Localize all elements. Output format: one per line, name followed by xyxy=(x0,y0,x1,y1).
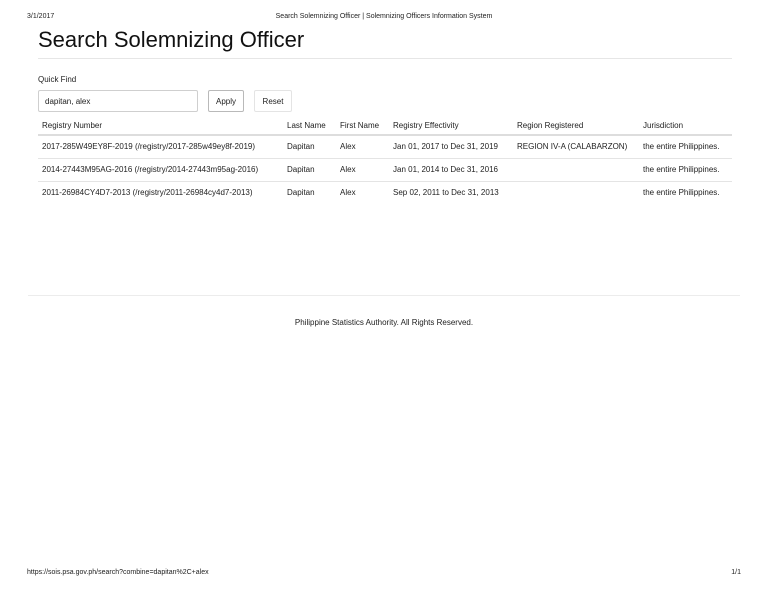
print-document-title: Search Solemnizing Officer | Solemnizing Officers Information System xyxy=(275,13,493,20)
registry-effectivity-cell: Sep 02, 2011 to Dec 31, 2013 xyxy=(389,182,513,205)
jurisdiction-cell: the entire Philippines. xyxy=(639,135,732,159)
reset-button[interactable]: Reset xyxy=(254,90,292,112)
last-name-cell: Dapitan xyxy=(283,159,336,182)
quick-find-label: Quick Find xyxy=(38,75,77,84)
table-row xyxy=(38,159,732,182)
column-header-last-name[interactable]: Last Name xyxy=(283,118,336,135)
region-registered-cell: REGION IV-A (CALABARZON) xyxy=(513,135,639,159)
registry-effectivity-cell: Jan 01, 2014 to Dec 31, 2016 xyxy=(389,159,513,182)
first-name-cell: Alex xyxy=(336,135,389,159)
print-header xyxy=(0,13,768,25)
table-row xyxy=(38,135,732,159)
column-header-region-registered[interactable]: Region Registered xyxy=(513,118,639,135)
registry-effectivity-cell: Jan 01, 2017 to Dec 31, 2019 xyxy=(389,135,513,159)
footer-copyright: Philippine Statistics Authority. All Rights Reserved. xyxy=(294,318,474,327)
results-table xyxy=(38,118,732,204)
print-date: 3/1/2017 xyxy=(27,13,55,20)
last-name-cell: Dapitan xyxy=(283,135,336,159)
title-divider xyxy=(38,58,732,59)
column-header-registry-number[interactable]: Registry Number xyxy=(38,118,283,135)
registry-number-link[interactable]: 2014-27443M95AG-2016 (/registry/2014-27443m95ag-2016) xyxy=(38,159,283,182)
first-name-cell: Alex xyxy=(336,182,389,205)
page-title: Search Solemnizing Officer xyxy=(38,27,305,52)
print-url: https://sois.psa.gov.ph/search?combine=dapitan%2C+alex xyxy=(27,569,209,576)
jurisdiction-cell: the entire Philippines. xyxy=(639,159,732,182)
region-registered-cell xyxy=(513,159,639,182)
column-header-registry-effectivity[interactable]: Registry Effectivity xyxy=(389,118,513,135)
column-header-jurisdiction[interactable]: Jurisdiction xyxy=(639,118,732,135)
print-page-count: 1/1 xyxy=(731,569,741,576)
apply-button[interactable]: Apply xyxy=(208,90,244,112)
table-row xyxy=(38,182,732,205)
registry-number-link[interactable]: 2017-285W49EY8F-2019 (/registry/2017-285w49ey8f-2019) xyxy=(38,135,283,159)
print-footer xyxy=(0,569,768,581)
jurisdiction-cell: the entire Philippines. xyxy=(639,182,732,205)
first-name-cell: Alex xyxy=(336,159,389,182)
table-header-row xyxy=(38,118,732,135)
footer-divider xyxy=(28,295,740,296)
last-name-cell: Dapitan xyxy=(283,182,336,205)
registry-number-link[interactable]: 2011-26984CY4D7-2013 (/registry/2011-26984cy4d7-2013) xyxy=(38,182,283,205)
column-header-first-name[interactable]: First Name xyxy=(336,118,389,135)
quick-find-input[interactable] xyxy=(38,90,198,112)
region-registered-cell xyxy=(513,182,639,205)
